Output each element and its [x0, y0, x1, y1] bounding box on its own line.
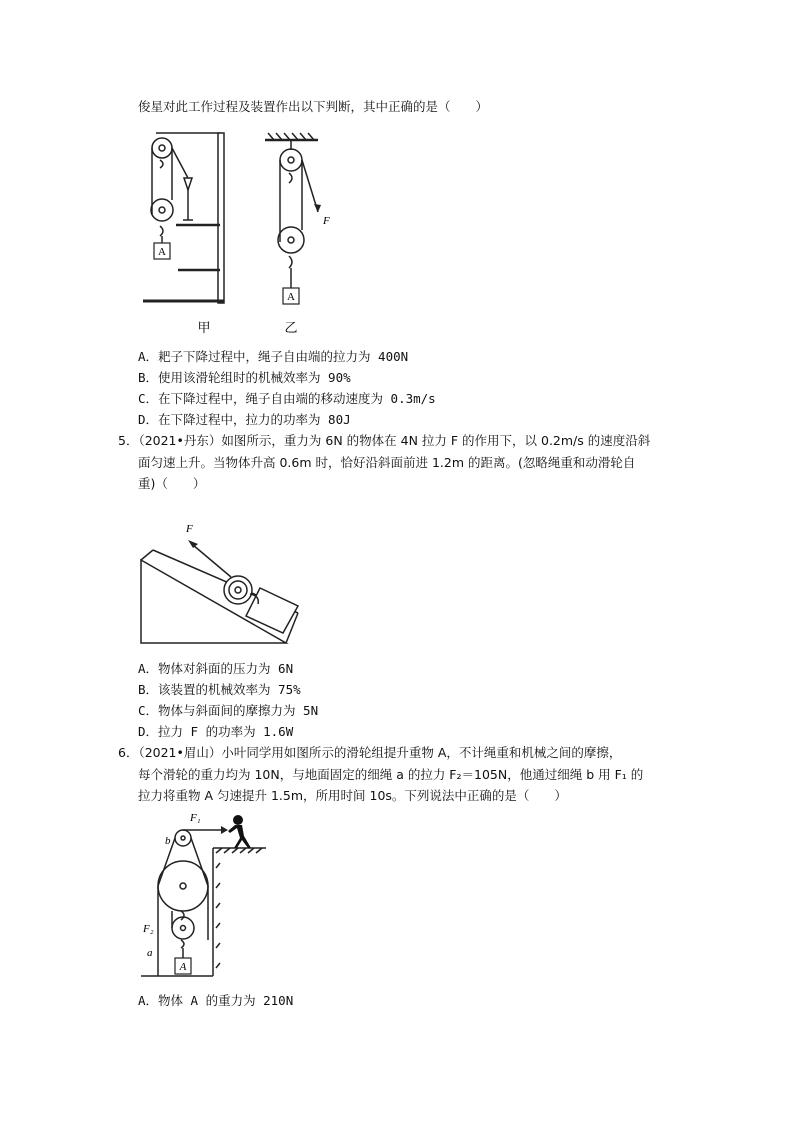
- q5-option-c[interactable]: C．物体与斜面间的摩擦力为 5N: [138, 703, 319, 718]
- box-a-label-yi: A: [287, 291, 295, 303]
- q6-figure-pulley-system: [138, 808, 273, 980]
- q6-f1-label: F₁: [190, 812, 201, 824]
- box-a-label-jia: A: [158, 246, 166, 258]
- q5-stem-line-1: 5．（2021•丹东）如图所示，重力为 6N 的物体在 4N 拉力 F 的作用下，以 0.2m/s 的速度沿斜: [118, 433, 651, 448]
- q6-box-label: A: [179, 961, 187, 973]
- q4-option-b[interactable]: B．使用该滑轮组时的机械效率为 90%: [138, 370, 351, 385]
- q6-option-a[interactable]: A．物体 A 的重力为 210N: [138, 993, 294, 1008]
- q5-option-d[interactable]: D．拉力 F 的功率为 1.6W: [138, 724, 294, 739]
- q4-stem: 俊星对此工作过程及装置作出以下判断，其中正确的是（ ）: [138, 99, 489, 114]
- fig-label-jia: 甲: [197, 321, 211, 335]
- q6-stem-line-3: 拉力将重物 A 匀速提升 1.5m，所用时间 10s。下列说法中正确的是（ ）: [138, 788, 567, 803]
- q4-option-c[interactable]: C．在下降过程中，绳子自由端的移动速度为 0.3m/s: [138, 391, 436, 406]
- q6-stem-line-2: 每个滑轮的重力均为 10N，与地面固定的细绳 a 的拉力 F₂＝105N，他通过细绳 b 用 F₁ 的: [138, 767, 644, 782]
- q6-f2-label: F₂: [143, 923, 154, 935]
- q4-figure-pulleys: [138, 130, 338, 335]
- fig-label-yi: 乙: [284, 321, 298, 335]
- q5-force-label: F: [186, 523, 193, 535]
- q6-stem-line-1: 6．（2021•眉山）小叶同学用如图所示的滑轮组提升重物 A，不计绳重和机械之间的摩擦，: [118, 745, 622, 760]
- q4-option-a[interactable]: A．耙子下降过程中，绳子自由端的拉力为 400N: [138, 349, 409, 364]
- q5-option-b[interactable]: B．该装置的机械效率为 75%: [138, 682, 301, 697]
- q4-option-d[interactable]: D．在下降过程中，拉力的功率为 80J: [138, 412, 351, 427]
- force-label-f-yi: F: [323, 215, 330, 227]
- q5-stem-line-2: 面匀速上升。当物体升高 0.6m 时，恰好沿斜面前进 1.2m 的距离。(忽略绳重和动滑轮自: [138, 455, 636, 470]
- q5-option-a[interactable]: A．物体对斜面的压力为 6N: [138, 661, 294, 676]
- q5-stem-line-3: 重)（ ）: [138, 476, 206, 491]
- q6-b-label: b: [165, 835, 171, 847]
- q6-a-label: a: [147, 947, 153, 959]
- q5-figure-incline: [138, 518, 308, 648]
